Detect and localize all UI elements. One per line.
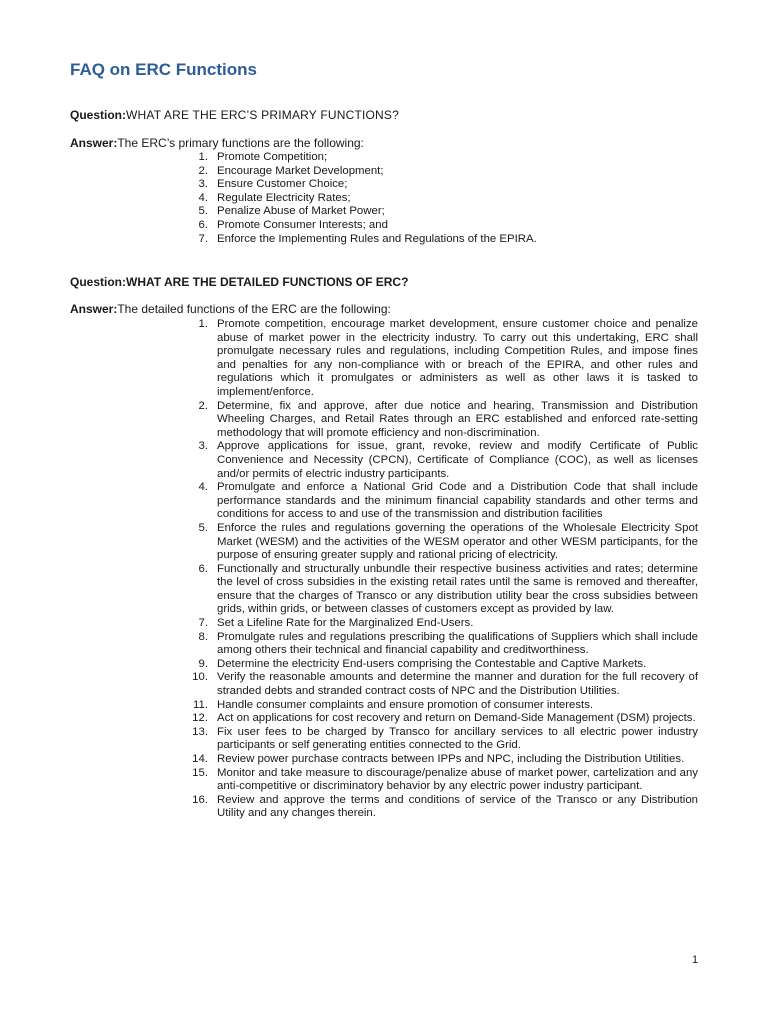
- list-item: [160, 671, 698, 698]
- list-item: [160, 522, 698, 563]
- list-item: [160, 767, 698, 794]
- list-item-number: 4.: [198, 191, 208, 204]
- list-item-text: Regulate Electricity Rates;: [217, 191, 351, 204]
- list-item-text: Encourage Market Development;: [217, 164, 384, 177]
- list-item-number: 6.: [198, 218, 208, 231]
- list-item-number: 4.: [198, 481, 208, 494]
- list-item: [160, 712, 698, 726]
- page-number: 1: [692, 954, 699, 966]
- list-item-text: Promulgate rules and regulations prescribing the qualifications of Suppliers which shall include among others their technical and financial capability and creditworthiness.: [217, 630, 698, 657]
- list-item-text: Promote Consumer Interests; and: [217, 218, 388, 231]
- list-item-text: Functionally and structurally unbundle their respective business activities and rates; determine the level of cross subsidies in the existing retail rates until the same is removed and thereafter, ensure that the charges of Transco or any distribution utility bear the cross subsidies between grids, within grids, or between classes of customers except as provided by law.: [217, 562, 698, 616]
- list-item-text: Act on applications for cost recovery and return on Demand-Side Management (DSM) projects.: [217, 712, 696, 725]
- list-item-number: 7.: [198, 617, 208, 630]
- list-item: [160, 165, 698, 179]
- list-item: [160, 318, 698, 400]
- list-item-text: Enforce the Implementing Rules and Regulations of the EPIRA.: [217, 232, 537, 245]
- page-title: FAQ on ERC Functions: [70, 60, 257, 79]
- list-item: [160, 192, 698, 206]
- list-item: [160, 563, 698, 617]
- list-item-number: 8.: [198, 630, 208, 643]
- question-label: Question:: [70, 275, 126, 289]
- list-item-number: 16.: [192, 793, 208, 806]
- answer-label: Answer:: [70, 136, 118, 150]
- list-item-text: Determine, fix and approve, after due notice and hearing, Transmission and Distribution Wheeling Charges, and Retail Rates through an ERC established and enforced rate-setting methodology that will promote efficiency and non-discrimination.: [217, 399, 698, 439]
- list-item-text: Promote Competition;: [217, 151, 328, 163]
- list-item: [160, 617, 698, 631]
- list-item-number: 11.: [193, 698, 208, 711]
- list-item-number: 15.: [192, 766, 208, 779]
- list-item-number: 10.: [192, 671, 208, 684]
- list-item: [160, 400, 698, 441]
- answer-text: The ERC’s primary functions are the following:: [117, 136, 364, 150]
- list-item-number: 5.: [198, 205, 208, 218]
- list-item-number: 12.: [192, 712, 208, 725]
- list-item-text: Verify the reasonable amounts and determine the manner and duration for the full recovery of stranded debts and stranded contract costs of NPC and the Distribution Utilities.: [217, 671, 698, 698]
- list-item: [160, 658, 698, 672]
- list-item-number: 3.: [198, 440, 208, 453]
- list-item: [160, 151, 698, 165]
- detailed-functions-list: [160, 318, 698, 821]
- list-item: [160, 481, 698, 522]
- answer-label: Answer:: [70, 302, 118, 316]
- answer-primary-functions: [70, 136, 364, 150]
- answer-detailed-functions: [70, 302, 391, 316]
- list-item: [160, 726, 698, 753]
- list-item: [160, 794, 698, 821]
- list-item-text: Review power purchase contracts between IPPs and NPC, including the Distribution Utilities.: [217, 753, 685, 765]
- list-item-number: 14.: [192, 753, 208, 765]
- list-item-text: Set a Lifeline Rate for the Marginalized End-Users.: [217, 617, 474, 630]
- list-item-number: 6.: [198, 562, 208, 575]
- list-item: [160, 753, 698, 767]
- question-detailed-functions: [70, 275, 408, 289]
- question-label: Question:: [70, 108, 126, 122]
- list-item-number: 7.: [198, 232, 208, 245]
- list-item-number: 2.: [198, 164, 208, 177]
- list-item-text: Promulgate and enforce a National Grid Code and a Distribution Code that shall include performance standards and the minimum financial capability standards and other terms and conditions for access to and use of the transmission and distribution facilities: [217, 481, 698, 521]
- list-item-number: 1.: [198, 151, 208, 163]
- list-item: [160, 440, 698, 481]
- list-item-text: Determine the electricity End-users comprising the Contestable and Captive Markets.: [217, 657, 647, 670]
- list-item-text: Handle consumer complaints and ensure promotion of consumer interests.: [217, 698, 594, 711]
- list-item: [160, 233, 698, 247]
- list-item: [160, 699, 698, 713]
- list-item-number: 5.: [198, 521, 208, 534]
- list-item-text: Enforce the rules and regulations governing the operations of the Wholesale Electricity Spot Market (WESM) and the activities of the WESM operator and other WESM participants, for the purpose of ensuring greater supply and rational pricing of electricity.: [217, 521, 698, 562]
- list-item: [160, 178, 698, 192]
- list-item-number: 3.: [198, 178, 208, 191]
- list-item-text: Penalize Abuse of Market Power;: [217, 205, 385, 218]
- answer-text: The detailed functions of the ERC are the following:: [117, 302, 391, 316]
- list-item-text: Approve applications for issue, grant, revoke, review and modify Certificate of Public Convenience and Necessity (CPCN), Certificate of Compliance (COC), as well as licenses and/or permits of electric industry participants.: [217, 440, 698, 480]
- list-item: [160, 219, 698, 233]
- list-item-text: Monitor and take measure to discourage/penalize abuse of market power, cartelization and any anti-competitive or discriminatory behavior by any electric power industry participant.: [217, 766, 698, 793]
- question-primary-functions: [70, 108, 399, 122]
- list-item-number: 9.: [198, 657, 208, 670]
- list-item: [160, 631, 698, 658]
- list-item-text: Review and approve the terms and conditions of service of the Transco or any Distribution Utility and any changes therein.: [217, 793, 698, 820]
- list-item-number: 1.: [198, 318, 208, 330]
- question-text: WHAT ARE THE ERC’S PRIMARY FUNCTIONS?: [126, 108, 399, 122]
- list-item-text: Ensure Customer Choice;: [217, 178, 348, 191]
- primary-functions-list: [160, 151, 698, 246]
- list-item-text: Fix user fees to be charged by Transco for ancillary services to all electric power industry participants or self generating entities connected to the Grid.: [217, 725, 698, 752]
- list-item-number: 13.: [192, 725, 208, 738]
- list-item: [160, 205, 698, 219]
- list-item-text: Promote competition, encourage market development, ensure customer choice and penalize abuse of market power in the electricity industry. To carry out this undertaking, ERC shall promulgate necessary rules and regulations, including Competition Rules, and impose fines and penalties for any non-compliance with or breach of the EPIRA, and other rules and regulations which it promulgates or administers as well as other laws it is tasked to implement/enforce.: [217, 318, 698, 398]
- question-text: WHAT ARE THE DETAILED FUNCTIONS OF ERC?: [126, 275, 409, 289]
- list-item-number: 2.: [198, 399, 208, 412]
